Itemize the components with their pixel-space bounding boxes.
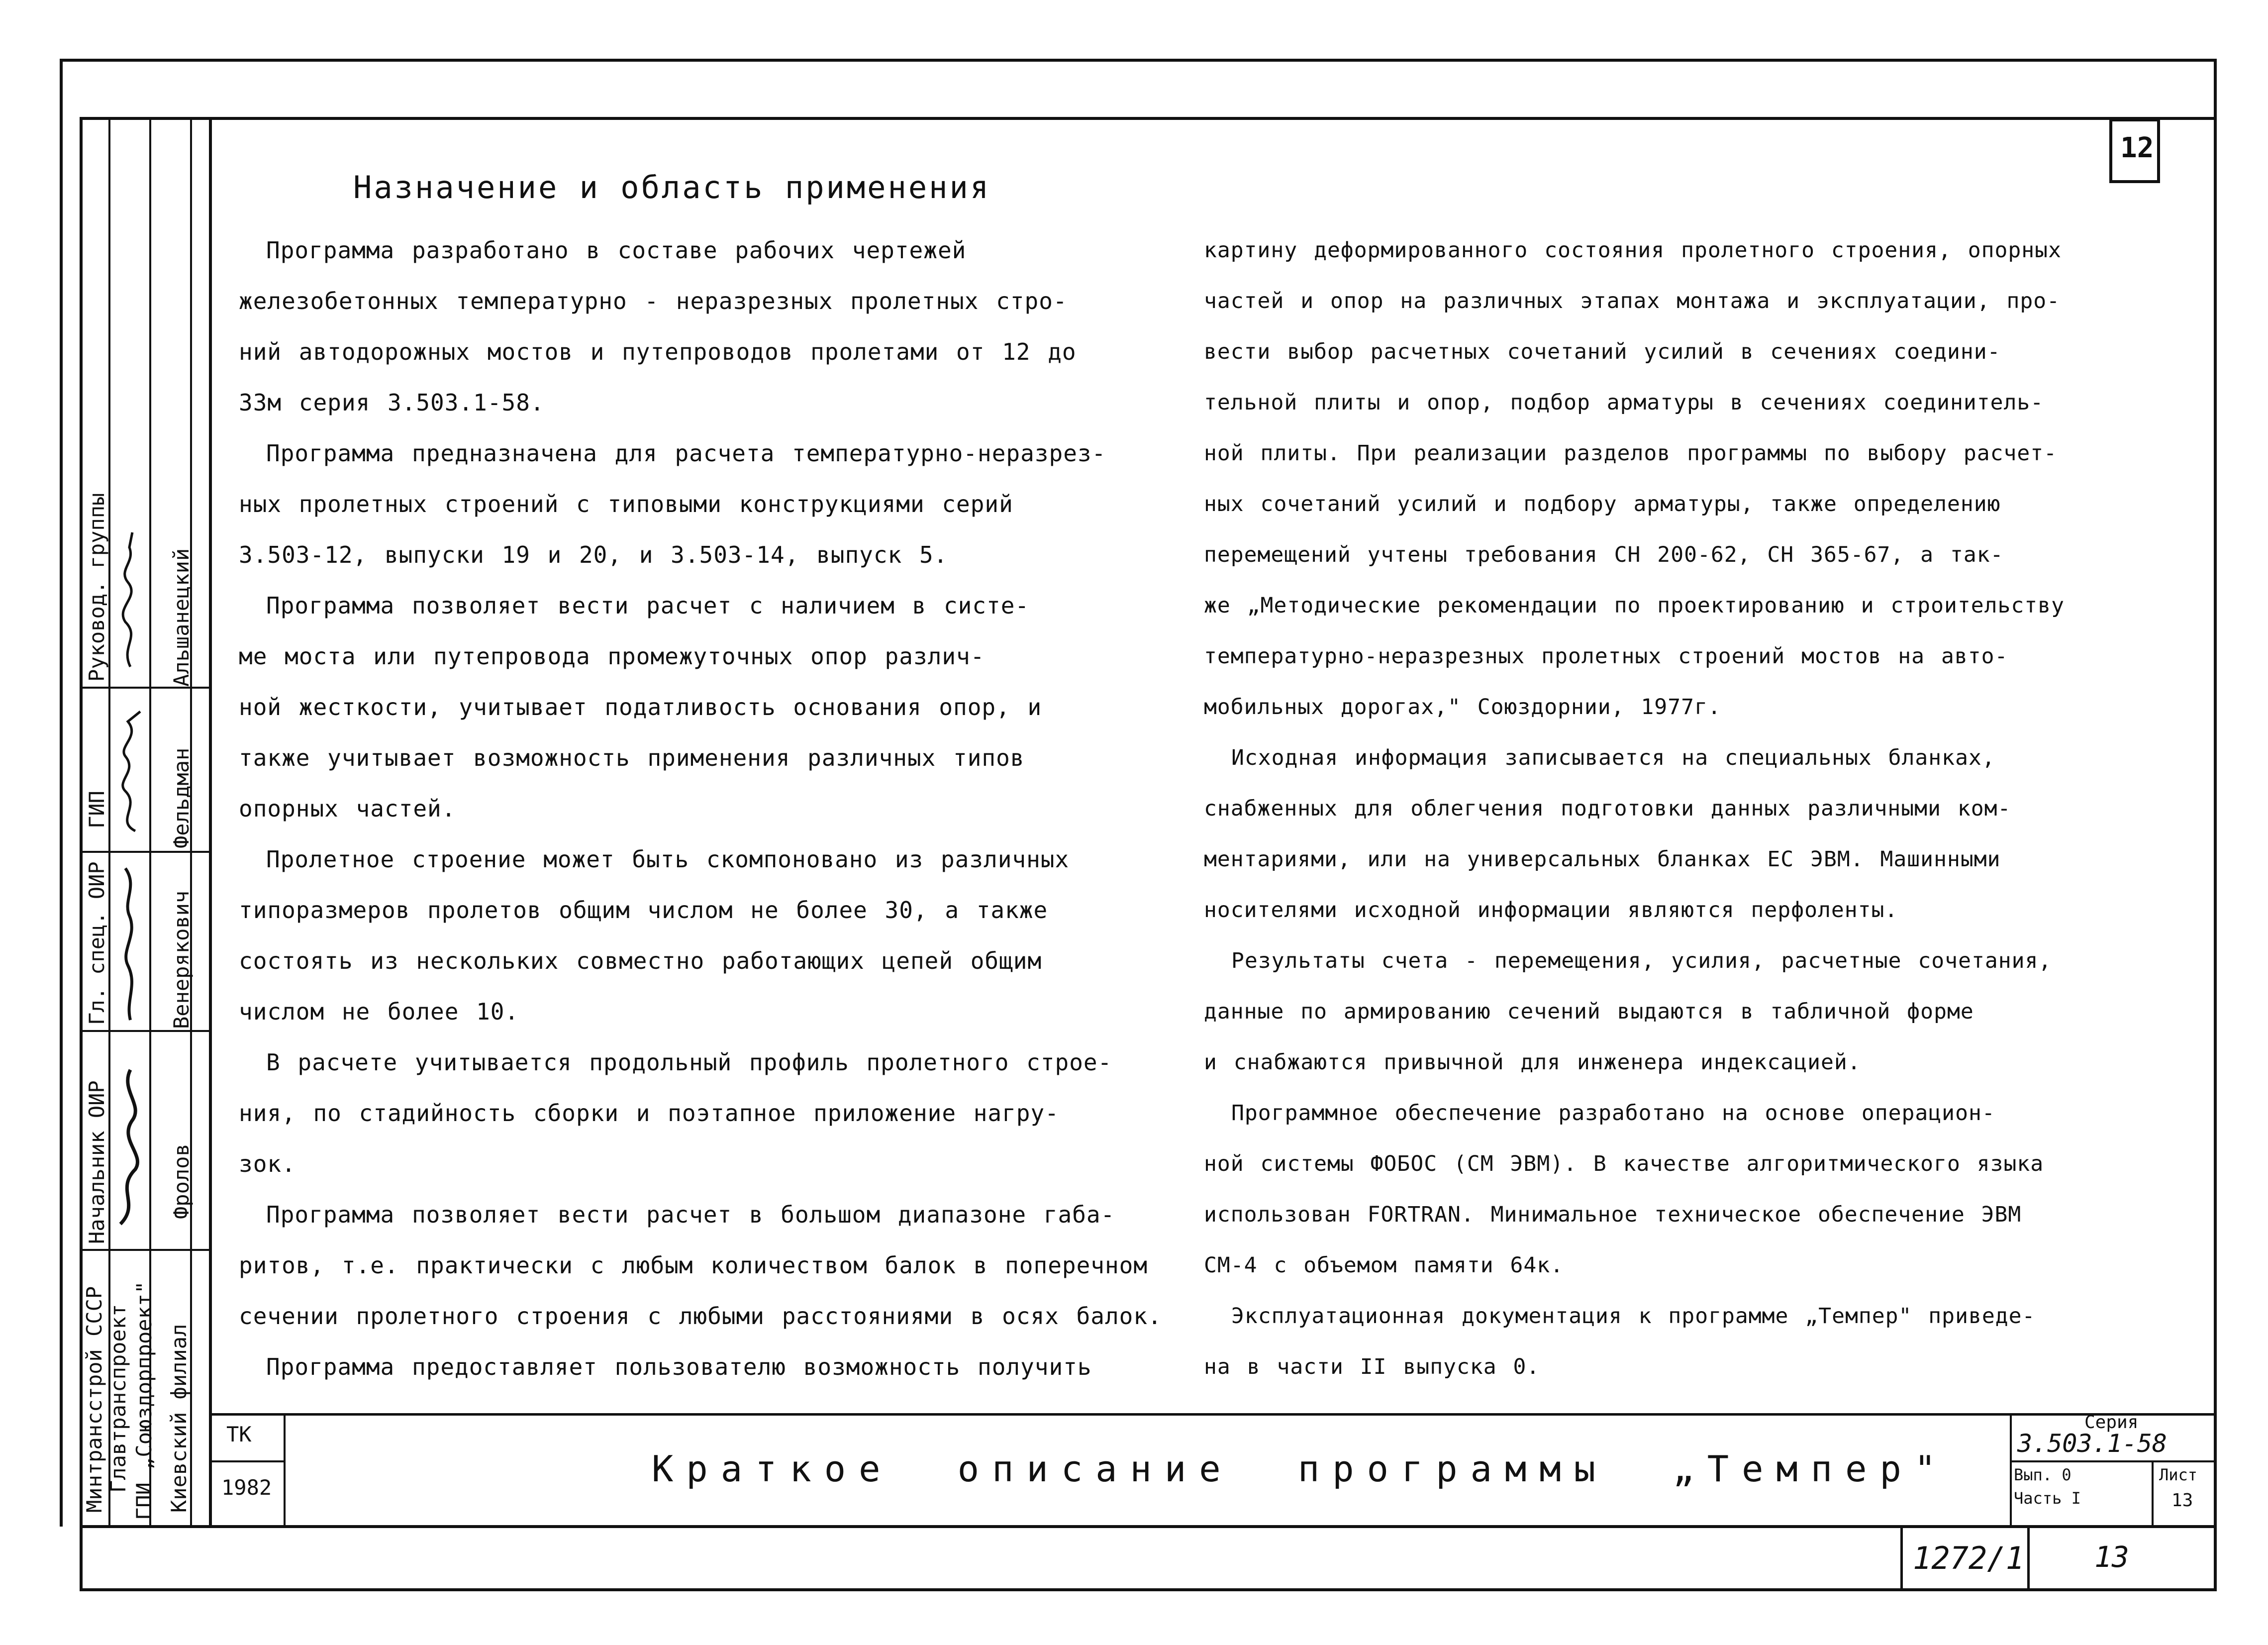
right-column [1204,225,2065,1392]
left-line: ных пролетных строений с типовыми конструкциями серий [239,491,1013,517]
signature-2 [110,707,148,836]
left-line: также учитывает возможность применения различных типов [239,744,1025,771]
left-line: Программа разработано в составе рабочих чертежей [266,237,967,264]
left-line: ритов, т.е. практически с любым количеством балок в поперечном [239,1252,1148,1279]
right-line: тельной плиты и опор, подбор арматуры в сечениях соединитель- [1204,390,2044,415]
right-line: картину деформированного состояния пролетного строения, опорных [1204,238,2062,263]
right-line: использован FORTRAN. Минимальное техническое обеспечение ЭВМ [1204,1202,2022,1227]
right-line: температурно-неразрезных пролетных строений мостов на авто- [1204,644,2008,669]
left-line: Программа позволяет вести расчет с наличием в систе- [266,592,1030,619]
stamp-row-div-4 [80,1249,210,1251]
left-column [239,225,1162,1392]
left-line: Программа предназначена для расчета температурно-неразрез- [266,440,1106,467]
series-box-left [2010,1413,2012,1525]
title-block-tk-hdiv [209,1460,284,1462]
stamp-role-2: ГИП [85,791,109,828]
part-label: Часть I [2014,1489,2081,1508]
stamp-org-1: Минтрансстрой СССР [82,1286,106,1513]
title-block-top [209,1413,2214,1416]
right-line: Программное обеспечение разработано на основе операцион- [1231,1101,1995,1126]
inner-frame-top [80,117,2214,120]
stamp-bottom [80,1525,2214,1528]
list-label: Лист [2159,1465,2198,1484]
right-line: снабженных для облегчения подготовки данных различными ком- [1204,796,2011,821]
stamp-org-4: Киевский филиал [167,1324,191,1513]
left-line: состоять из нескольких совместно работающих цепей общим [239,947,1042,974]
list-number: 13 [2171,1490,2193,1511]
series-box-hdiv [2010,1460,2214,1462]
stamp-org-3: ГПИ „Союздорпроект" [132,1281,156,1520]
stamp-col-4 [209,117,212,1525]
stamp-role-3: Гл. спец. ОИР [85,861,109,1025]
left-line: Пролетное строение может быть скомпоновано из различных [266,846,1070,873]
right-line: Эксплуатационная документация к программе „Темпер" приведе- [1231,1304,2036,1329]
vyp-label: Вып. 0 [2014,1465,2071,1484]
left-line: ний автодорожных мостов и путепроводов пролетами от 12 до [239,338,1077,365]
left-line: числом не более 10. [239,998,519,1025]
right-line: ной системы ФОБОС (СМ ЭВМ). В качестве алгоритмического языка [1204,1151,2044,1176]
left-line: сечении пролетного строения с любыми расстояниями в осях балок. [239,1303,1162,1330]
stamp-row-div-3 [80,1030,210,1032]
right-line: на в части II выпуска 0. [1204,1354,1540,1379]
left-line: Программа позволяет вести расчет в большом диапазоне габа- [266,1201,1115,1228]
series-box-vdiv [2152,1460,2154,1525]
right-line: и снабжаются привычной для инженера индексацией. [1204,1050,1861,1075]
right-line: данные по армированию сечений выдаются в табличной форме [1204,999,1974,1024]
stamp-role-1: Руковод. группы [85,493,109,682]
right-line: вести выбор расчетных сочетаний усилий в сечениях соедини- [1204,339,2001,364]
right-line: частей и опор на различных этапах монтажа и эксплуатации, про- [1204,289,2061,313]
right-line: мобильных дорогах," Союздорнии, 1977г. [1204,695,1721,720]
year: 1982 [221,1475,272,1500]
page-number: 13 [2094,1540,2129,1574]
tk-label: ТК [226,1422,252,1446]
series-number: 3.503.1-58 [2017,1429,2168,1458]
right-line: ной плиты. При реализации разделов программы по выбору расчет- [1204,441,2058,466]
signature-3 [110,861,148,1025]
left-line: опорных частей. [239,795,456,822]
stamp-name-4: Фролов [169,1143,194,1219]
stamp-role-4: Начальник ОИР [85,1080,109,1244]
left-line: 3.503-12, выпуски 19 и 20, и 3.503-14, выпуск 5. [239,541,948,568]
title-block-tk-div [284,1413,286,1525]
left-line: ной жесткости, учитывает податливость основания опор, и [239,694,1042,720]
outer-frame-right [2214,59,2217,1591]
right-line: СМ-4 с объемом памяти 64к. [1204,1253,1564,1278]
archive-box-left [1900,1527,1903,1590]
outer-frame-top [60,59,2216,62]
stamp-row-div-1 [80,687,210,689]
stamp-name-1: Альшанецкий [169,548,194,687]
document-title: Краткое описание программы „Темпер" [652,1448,1949,1490]
series-label: Серия [2084,1412,2139,1433]
left-line: зок. [239,1150,296,1177]
stamp-name-2: Фельдман [169,747,194,848]
left-line: типоразмеров пролетов общим числом не более 30, а также [239,897,1048,924]
outer-frame-bottom [80,1588,2216,1591]
right-line: Исходная информация записывается на специальных бланках, [1231,745,1995,770]
archive-box-mid [2027,1527,2030,1590]
stamp-org-2: Главтранспроект [106,1304,130,1493]
outer-frame-left [60,59,63,1527]
right-line: же „Методические рекомендации по проектированию и строительству [1204,593,2065,618]
stamp-name-3: Венерякович [169,890,194,1029]
sheet-number: 12 [2120,132,2154,164]
left-line: Программа предоставляет пользователю возможность получить [266,1353,1092,1380]
left-line: 33м серия 3.503.1-58. [239,389,545,416]
page-heading: Назначение и область применения [353,169,991,206]
right-line: ных сочетаний усилий и подбору арматуры, также определению [1204,492,2001,516]
stamp-row-div-2 [80,851,210,853]
signature-1 [110,522,148,672]
right-line: Результаты счета - перемещения, усилия, расчетные сочетания, [1231,948,2052,973]
left-line: В расчете учитывается продольный профиль пролетного строе- [266,1049,1112,1076]
left-line: железобетонных температурно - неразрезных пролетных стро- [239,288,1068,314]
left-line: ния, по стадийность сборки и поэтапное приложение нагру- [239,1100,1059,1127]
right-line: перемещений учтены требования СН 200-62, СН 365-67, а так- [1204,542,2004,567]
signature-4 [110,1055,148,1234]
left-line: ме моста или путепровода промежуточных опор различ- [239,643,985,670]
right-line: ментариями, или на универсальных бланках ЕС ЭВМ. Машинными [1204,847,2001,872]
archive-number: 1272/1 [1913,1540,2024,1576]
right-line: носителями исходной информации являются перфоленты. [1204,898,1898,923]
